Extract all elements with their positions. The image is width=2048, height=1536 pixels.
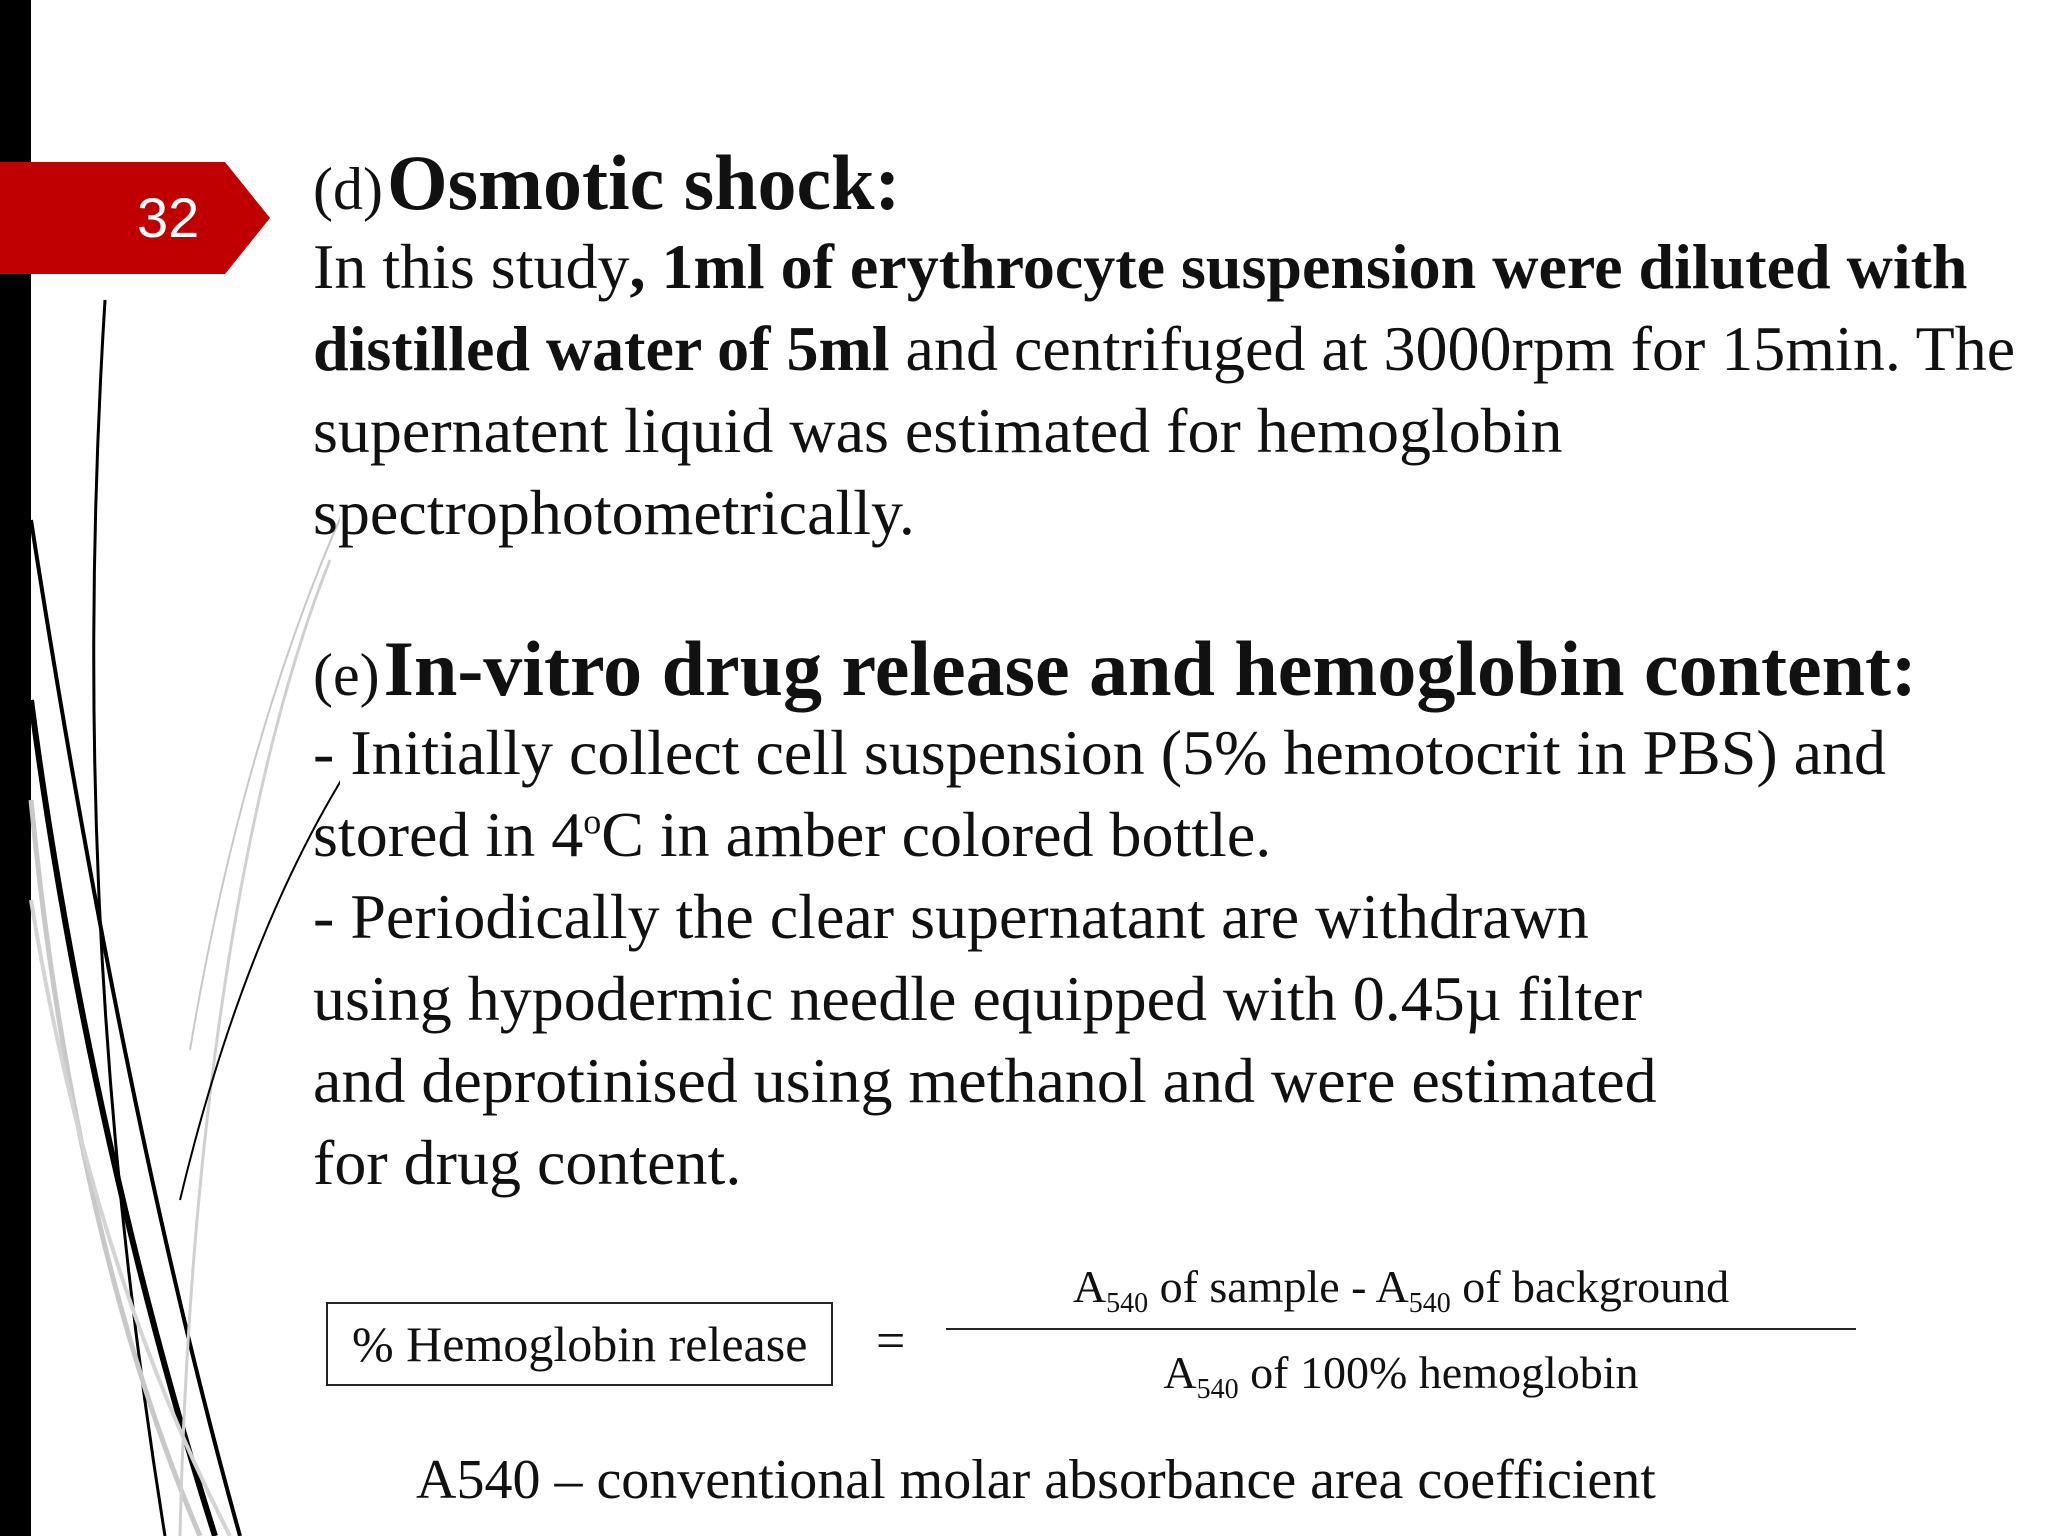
hemoglobin-formula [326,1262,1866,1422]
fraction-line [946,1328,1856,1330]
formula-lhs-box: % Hemoglobin release [326,1302,833,1386]
section-d-bold: , 1ml of erythrocyte suspension were diluted with distilled water of 5ml [313,230,1968,384]
section-d-prefix: (d) [313,156,383,222]
formula-equals: = [876,1313,906,1370]
slide-body [313,140,2033,1204]
section-e-bullet-2: - Periodically the clear supernatant are withdrawn using hypodermic needle equipped with 0.45µ filter and deprotinised using methanol and were estimated [313,880,1657,1116]
section-e-title: In-vitro drug release and hemoglobin content: [383,624,1917,712]
section-d-text-1: In this study [313,230,630,302]
formula-denominator: $A_{540}$ of 100% hemoglobin [1163,1347,1639,1406]
bullet-1-text-b: C in amber colored bottle. [601,798,1272,870]
section-e-bullet-1 [313,712,2033,876]
section-d-title: Osmotic shock: [386,139,901,226]
slide-number: 32 [137,186,200,249]
section-e-bullet-2-end: for drug content. [313,1126,742,1198]
section-d-paragraph [313,226,2033,554]
section-e-prefix: (e) [313,641,380,708]
degree-sup: o [583,801,602,842]
bullet-1-text-a: - Initially collect cell suspension (5% hemotocrit in PBS) and stored in 4 [313,716,1887,870]
formula-numerator: $A_{540}$ of sample - $A_{540}$ of background [1072,1261,1730,1320]
footnote: A540 – conventional molar absorbance area coefficient [416,1449,1656,1511]
section-d-text-2: and centrifuged at 3000rpm for 15min. The supernatent liquid was estimated for hemoglobin spectrophotometrically. [313,312,2016,548]
section-e-heading [313,626,2033,712]
section-d-heading [313,140,2033,226]
